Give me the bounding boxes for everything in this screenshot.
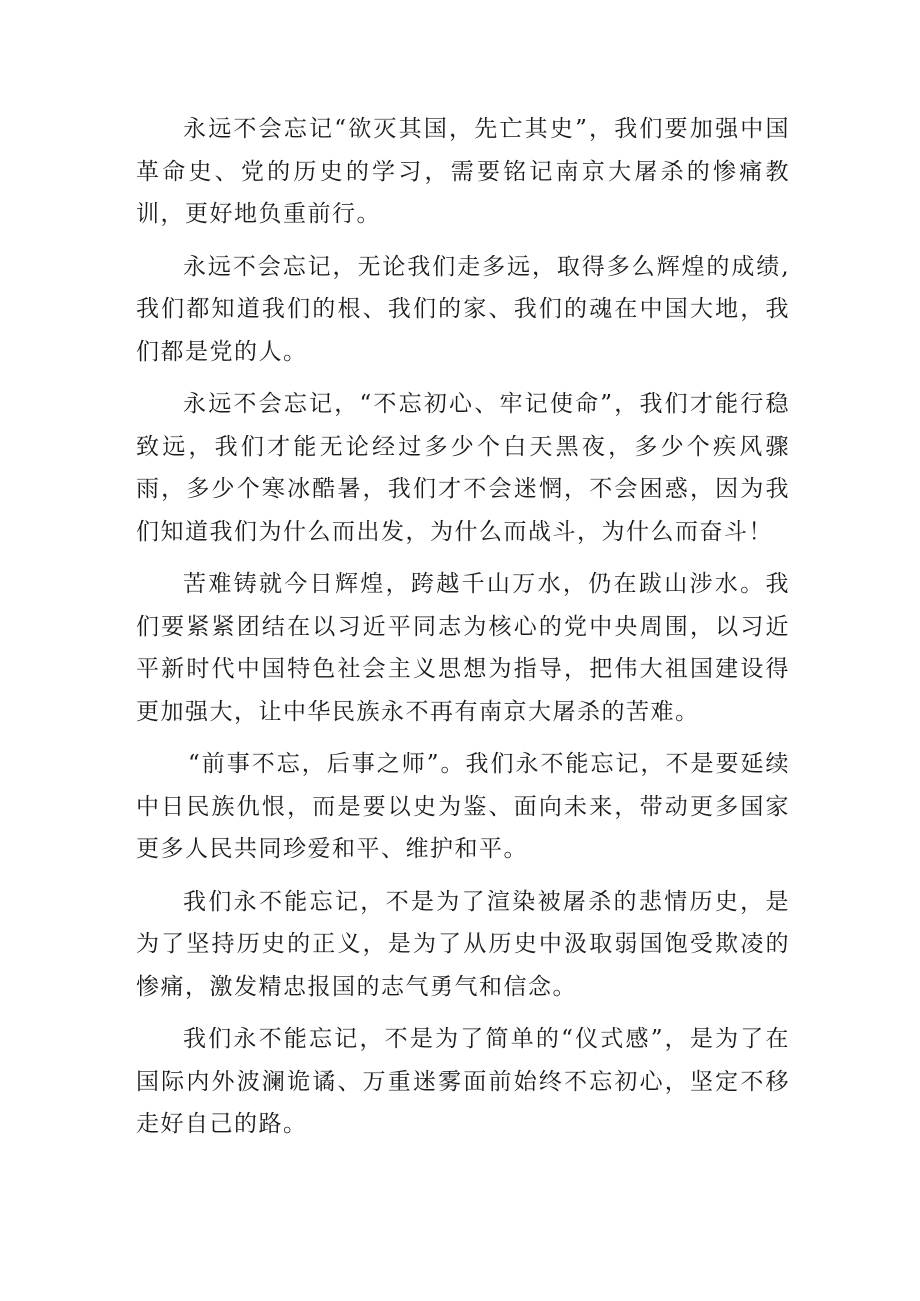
paragraph-5: “前事不忘，后事之师”。我们永不能忘记，不是要延续中日民族仇恨，而是要以史为鉴、面向未来，带动更多国家更多人民共同珍爱和平、维护和平。 bbox=[136, 751, 790, 862]
paragraph-3: 永远不会忘记，“不忘初心、牢记使命”，我们才能行稳致远，我们才能无论经过多少个白天黑夜，多少个疾风骤雨，多少个寒冰酷暑，我们才不会迷惘，不会困惑，因为我们知道我们为什么而出发，为什么而战斗，为什么而奋斗！ bbox=[136, 391, 790, 545]
paragraph-4: 苦难铸就今日辉煌，跨越千山万水，仍在跋山涉水。我们要紧紧团结在以习近平同志为核心的党中央周围，以习近平新时代中国特色社会主义思想为指导，把伟大祖国建设得更加强大，让中华民族永不再有南京大屠杀的苦难。 bbox=[136, 571, 790, 725]
paragraph-6: 我们永不能忘记，不是为了渲染被屠杀的悲情历史，是为了坚持历史的正义，是为了从历史中汲取弱国饱受欺凌的惨痛，激发精忠报国的志气勇气和信念。 bbox=[136, 888, 790, 1000]
paragraph-7: 我们永不能忘记，不是为了简单的“仪式感”，是为了在国际内外波澜诡谲、万重迷雾面前始终不忘初心，坚定不移走好自己的路。 bbox=[136, 1026, 790, 1137]
paragraph-2: 永远不会忘记，无论我们走多远，取得多么辉煌的成绩,我们都知道我们的根、我们的家、我们的魂在中国大地，我们都是党的人。 bbox=[136, 253, 790, 365]
paragraph-1: 永远不会忘记“欲灭其国，先亡其史”，我们要加强中国革命史、党的历史的学习，需要铭记南京大屠杀的惨痛教训，更好地负重前行。 bbox=[136, 116, 790, 227]
document-body bbox=[136, 108, 790, 1156]
